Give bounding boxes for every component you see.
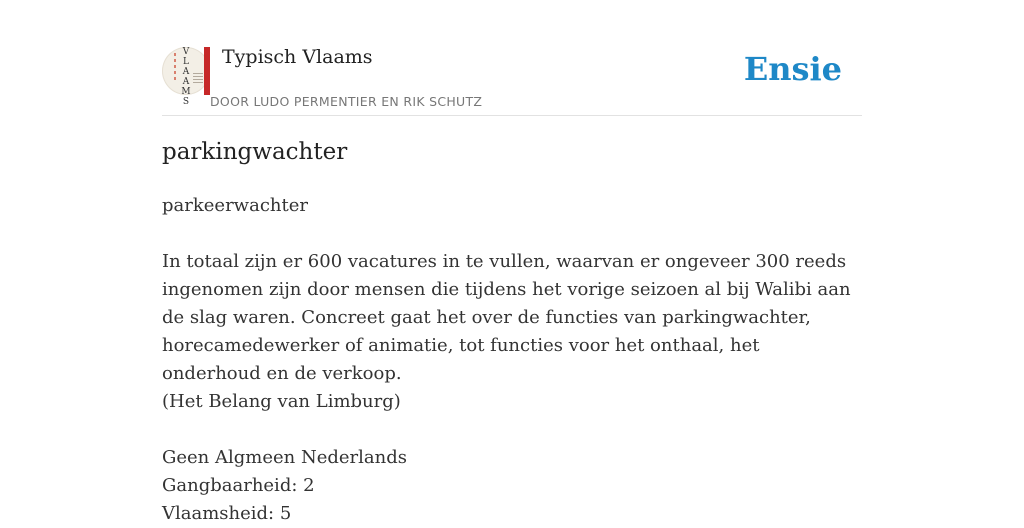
logo-text: V L A A M S xyxy=(181,47,191,107)
entry-gangbaarheid: Gangbaarheid: 2 xyxy=(162,475,315,496)
spacer xyxy=(162,220,862,248)
entry-example: In totaal zijn er 600 vacatures in te vullen, waarvan er ongeveer 300 reeds ingenomen zijn door mensen die tijdens het vorige seizoen al bij Walibi aan de slag waren. Concreet gaat het over de functies van parkingwachter, horecamedewerker of animatie, tot functies voor het onthaal, het onderhoud en de verkoop. xyxy=(162,251,851,384)
entry-classification: Geen Algmeen Nederlands xyxy=(162,447,407,468)
logo-fine-print xyxy=(193,73,203,83)
book-authors: DOOR LUDO PERMENTIER EN RIK SCHUTZ xyxy=(210,94,483,109)
spacer xyxy=(162,416,862,444)
book-logo[interactable] xyxy=(162,47,210,107)
logo-red-bar xyxy=(204,47,210,95)
ensie-logo-link[interactable]: Ensie xyxy=(743,50,842,88)
header xyxy=(162,40,862,116)
entry-word: parkingwachter xyxy=(162,139,348,165)
entry-definition: parkeerwachter xyxy=(162,195,308,216)
entry-source: (Het Belang van Limburg) xyxy=(162,391,401,412)
entry-vlaamsheid: Vlaamsheid: 5 xyxy=(162,503,292,524)
entry-content xyxy=(162,192,862,528)
logo-decoration xyxy=(174,53,176,81)
book-title[interactable]: Typisch Vlaams xyxy=(222,46,373,68)
